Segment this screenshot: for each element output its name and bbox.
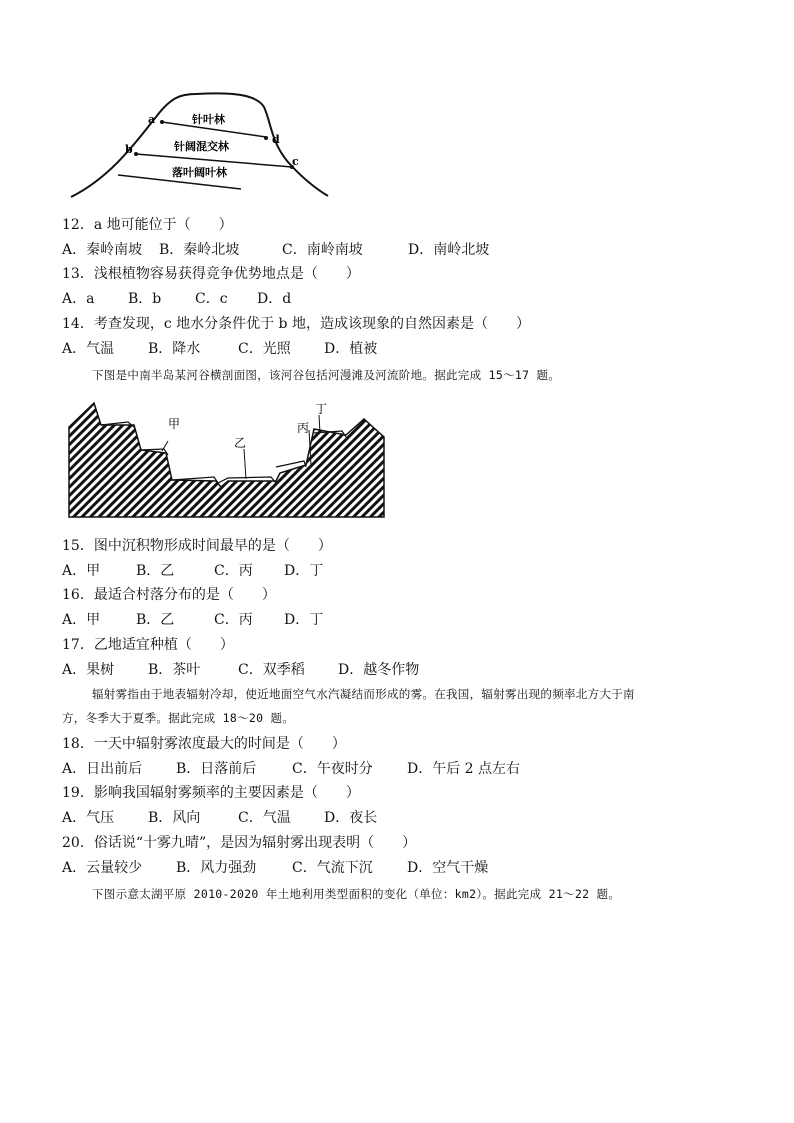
q15-option-c[interactable]: C．丙 xyxy=(214,563,253,579)
q13-option-c[interactable]: C．c xyxy=(195,291,228,307)
zone-label-coniferous: 针叶林 xyxy=(192,113,225,126)
point-label-a: a xyxy=(148,113,156,126)
q16-option-d[interactable]: D．丁 xyxy=(284,612,324,628)
label-bing: 丙 xyxy=(297,421,310,435)
q12-option-d[interactable]: D．南岭北坡 xyxy=(408,242,490,258)
question-16-stem: 16．最适合村落分布的是（ ） xyxy=(62,587,276,603)
q17-option-c[interactable]: C．双季稻 xyxy=(238,662,305,678)
question-19-options xyxy=(62,808,377,828)
q20-option-b[interactable]: B．风力强劲 xyxy=(176,860,257,876)
q18-option-d[interactable]: D．午后 2 点左右 xyxy=(407,761,521,777)
q14-option-d[interactable]: D．植被 xyxy=(324,341,378,357)
intro-21-22: 下图示意太湖平原 2010-2020 年土地利用类型面积的变化（单位：km2）。据此完成 21～22 题。 xyxy=(92,887,621,901)
question-12-options xyxy=(62,240,489,260)
q14-option-c[interactable]: C．光照 xyxy=(238,341,291,357)
q19-option-b[interactable]: B．风向 xyxy=(148,810,201,826)
question-13-options xyxy=(62,289,291,309)
point-label-d: d xyxy=(272,133,280,146)
q19-option-c[interactable]: C．气温 xyxy=(238,810,291,826)
question-15-options xyxy=(62,561,323,581)
q13-option-d[interactable]: D．d xyxy=(257,291,292,307)
q14-option-b[interactable]: B．降水 xyxy=(148,341,201,357)
question-17-stem: 17．乙地适宜种植（ ） xyxy=(62,637,234,653)
label-jia: 甲 xyxy=(168,417,181,431)
q12-option-b[interactable]: B．秦岭北坡 xyxy=(159,242,240,258)
question-20-stem: 20．俗话说“十雾九晴”，是因为辐射雾出现表明（ ） xyxy=(62,835,417,851)
question-16-options xyxy=(62,610,323,630)
q19-option-a[interactable]: A．气压 xyxy=(62,810,115,826)
question-13-stem: 13．浅根植物容易获得竞争优势地点是（ ） xyxy=(62,266,360,282)
q18-option-c[interactable]: C．午夜时分 xyxy=(292,761,373,777)
q20-option-a[interactable]: A．云量较少 xyxy=(62,860,143,876)
intro-18-20-line1: 辐射雾指由于地表辐射冷却，使近地面空气水汽凝结而形成的雾。在我国，辐射雾出现的频率北方大于南 xyxy=(92,687,635,701)
question-18-options xyxy=(62,759,520,779)
zone-label-deciduous: 落叶阔叶林 xyxy=(172,166,227,179)
q14-option-a[interactable]: A．气温 xyxy=(62,341,115,357)
mountain-vegetation-diagram xyxy=(66,82,336,200)
question-17-options xyxy=(62,660,419,680)
q18-option-b[interactable]: B．日落前后 xyxy=(176,761,257,777)
q15-option-a[interactable]: A．甲 xyxy=(62,563,101,579)
q17-option-d[interactable]: D．越冬作物 xyxy=(338,662,420,678)
question-14-options xyxy=(62,339,377,359)
q16-option-b[interactable]: B．乙 xyxy=(136,612,175,628)
intro-15-17: 下图是中南半岛某河谷横剖面图，该河谷包括河漫滩及河流阶地。据此完成 15～17 题。 xyxy=(92,368,561,382)
question-12-stem: 12．a 地可能位于（ ） xyxy=(62,217,233,233)
zone-label-mixed: 针阔混交林 xyxy=(174,140,229,153)
question-20-options xyxy=(62,858,488,878)
q20-option-c[interactable]: C．气流下沉 xyxy=(292,860,373,876)
q15-option-b[interactable]: B．乙 xyxy=(136,563,175,579)
question-19-stem: 19．影响我国辐射雾频率的主要因素是（ ） xyxy=(62,785,360,801)
question-18-stem: 18．一天中辐射雾浓度最大的时间是（ ） xyxy=(62,736,346,752)
label-yi: 乙 xyxy=(234,436,247,450)
river-valley-cross-section xyxy=(66,395,391,520)
q17-option-a[interactable]: A．果树 xyxy=(62,662,115,678)
q12-option-c[interactable]: C．南岭南坡 xyxy=(282,242,363,258)
q16-option-a[interactable]: A．甲 xyxy=(62,612,101,628)
q16-option-c[interactable]: C．丙 xyxy=(214,612,253,628)
question-14-stem: 14．考查发现，c 地水分条件优于 b 地，造成该现象的自然因素是（ ） xyxy=(62,316,530,332)
q13-option-a[interactable]: A．a xyxy=(62,291,95,307)
intro-18-20-line2: 方，冬季大于夏季。据此完成 18～20 题。 xyxy=(62,711,295,725)
q19-option-d[interactable]: D．夜长 xyxy=(324,810,378,826)
label-ding: 丁 xyxy=(315,402,328,416)
point-label-b: b xyxy=(125,143,133,156)
question-15-stem: 15．图中沉积物形成时间最早的是（ ） xyxy=(62,538,332,554)
point-label-c: c xyxy=(292,155,299,168)
q20-option-d[interactable]: D．空气干燥 xyxy=(407,860,489,876)
q13-option-b[interactable]: B．b xyxy=(128,291,162,307)
q17-option-b[interactable]: B．茶叶 xyxy=(148,662,201,678)
q15-option-d[interactable]: D．丁 xyxy=(284,563,324,579)
q12-option-a[interactable]: A．秦岭南坡 xyxy=(62,242,143,258)
q18-option-a[interactable]: A．日出前后 xyxy=(62,761,143,777)
